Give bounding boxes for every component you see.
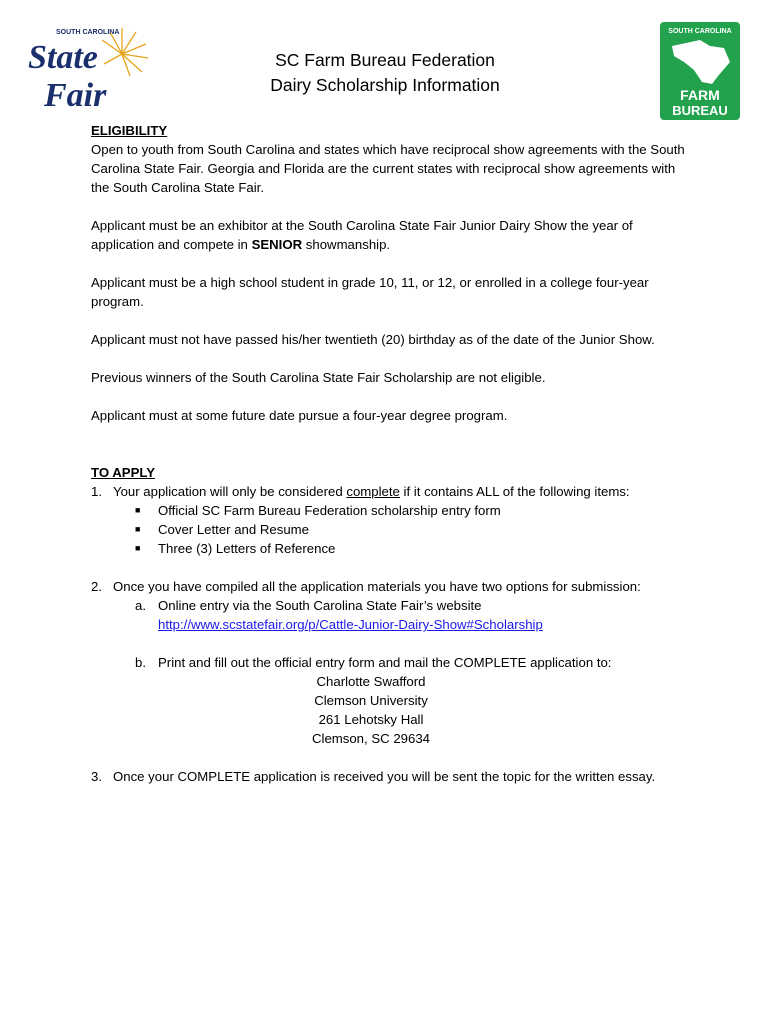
- address-line: 261 Lehotsky Hall: [318, 712, 424, 727]
- list-item: ■ Cover Letter and Resume: [135, 522, 309, 537]
- eligibility-paragraph-2: Applicant must be an exhibitor at the South Carolina State Fair Junior Dairy Show the year of application and compete in SENIOR showmanship.: [91, 218, 633, 252]
- eligibility-paragraph-1: Open to youth from South Carolina and states which have reciprocal show agreements with the South Carolina State Fair. Georgia and Florida are the current states with reciprocal show agreements with the South Carolina State Fair.: [91, 142, 685, 195]
- page-title: [200, 48, 570, 98]
- eligibility-paragraph-4: Applicant must not have passed his/her twentieth (20) birthday as of the date of the Junior Show.: [91, 332, 655, 347]
- title-line-1: SC Farm Bureau Federation: [275, 50, 495, 70]
- logo-left-fair-text: Fair: [44, 77, 107, 114]
- apply-item-1-number: 1.: [91, 484, 102, 499]
- eligibility-paragraph-5: Previous winners of the South Carolina State Fair Scholarship are not eligible.: [91, 370, 546, 385]
- bullet-icon: ■: [135, 505, 141, 515]
- logo-left-top-text: SOUTH CAROLINA: [56, 29, 120, 36]
- apply-item-2: 2. Once you have compiled all the application materials you have two options for submission:: [91, 579, 641, 594]
- eligibility-heading: ELIGIBILITY: [91, 123, 168, 138]
- address-line: Clemson University: [314, 693, 428, 708]
- eligibility-paragraph-6: Applicant must at some future date pursue a four-year degree program.: [91, 408, 508, 423]
- list-item: ■ Three (3) Letters of Reference: [135, 541, 336, 556]
- apply-item-1: 1. Your application will only be considered complete if it contains ALL of the following items:: [91, 484, 630, 499]
- apply-item-3-number: 3.: [91, 769, 102, 784]
- sc-state-fair-logo: [26, 24, 150, 114]
- apply-item-3: 3. Once your COMPLETE application is received you will be sent the topic for the written essay.: [91, 769, 656, 784]
- logo-right-farm-text: FARM: [680, 87, 720, 103]
- logo-right-bureau-text: BUREAU: [672, 103, 728, 118]
- complete-underlined: complete: [346, 484, 400, 499]
- sc-farm-bureau-logo: [660, 22, 740, 120]
- apply-item-2-number: 2.: [91, 579, 102, 594]
- address-line: Charlotte Swafford: [316, 674, 426, 689]
- logo-right-top-text: SOUTH CAROLINA: [668, 28, 732, 35]
- document-body: [91, 121, 691, 786]
- option-b: b. Print and fill out the official entry form and mail the COMPLETE application to:: [135, 655, 612, 670]
- logo-left-state-text: State: [28, 39, 98, 76]
- title-line-2: Dairy Scholarship Information: [270, 75, 500, 95]
- senior-bold: SENIOR: [251, 237, 303, 252]
- mailing-address: [91, 672, 651, 748]
- to-apply-heading: TO APPLY: [91, 465, 156, 480]
- bullet-icon: ■: [135, 543, 141, 553]
- scholarship-link[interactable]: http://www.scstatefair.org/p/Cattle-Junior-Dairy-Show#Scholarship: [158, 617, 543, 632]
- address-line: Clemson, SC 29634: [311, 731, 431, 746]
- bullet-icon: ■: [135, 524, 141, 534]
- list-item: ■ Official SC Farm Bureau Federation scholarship entry form: [135, 503, 501, 518]
- option-a: a. Online entry via the South Carolina State Fair’s website: [135, 598, 482, 613]
- eligibility-paragraph-3: Applicant must be a high school student in grade 10, 11, or 12, or enrolled in a college four-year program.: [91, 275, 649, 309]
